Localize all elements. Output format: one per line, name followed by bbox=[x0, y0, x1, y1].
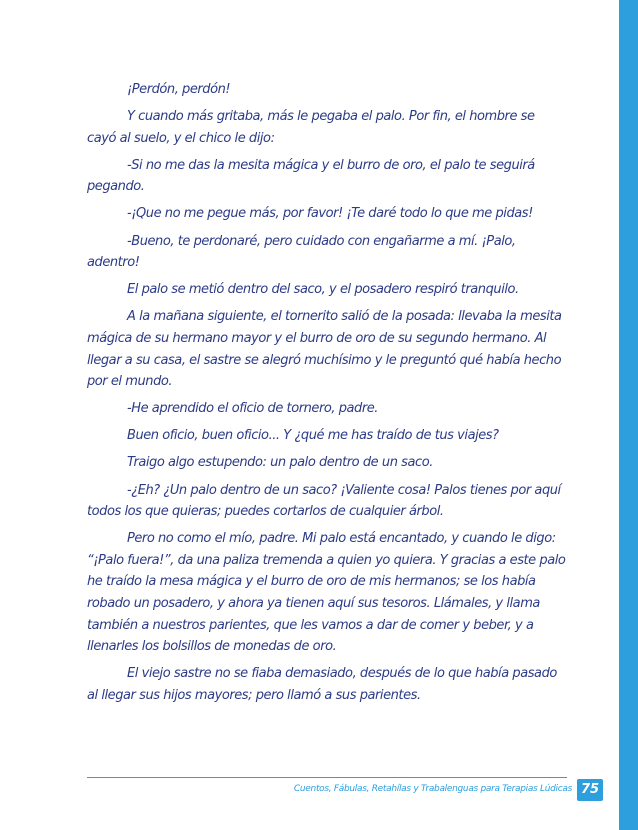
paragraph: A la mañana siguiente, el tornerito salió de la posada: llevaba la mesita mágica de su hermano mayor y el burro de oro de su segundo hermano. Al llegar a su casa, el sastre se alegró muchísimo y le preguntó qué había hecho por el mundo. bbox=[87, 309, 562, 390]
paragraph: -Bueno, te perdonaré, pero cuidado con engañarme a mí. ¡Palo, adentro! bbox=[87, 233, 516, 271]
paragraph: -He aprendido el oficio de tornero, padre. bbox=[127, 401, 378, 417]
footer-book-title: Cuentos, Fábulas, Retahílas y Trabalenguas para Terapias Lúdicas bbox=[293, 784, 572, 794]
paragraph: ¡Perdón, perdón! bbox=[127, 82, 231, 97]
footer-divider bbox=[87, 777, 567, 778]
paragraph: El viejo sastre no se fiaba demasiado, después de lo que había pasado al llegar sus hijos mayores; pero llamó a sus parientes. bbox=[87, 666, 557, 703]
paragraph: Pero no como el mío, padre. Mi palo está encantado, y cuando le digo: “¡Palo fuera!”, da una paliza tremenda a quien yo quiera. Y gracias a este palo he traído la mesa mágica y el burro de oro de mis hermanos; se los había robado un posadero, y ahora ya tienen aquí sus tesoros. Llámales, y llama también a nuestros parientes, que les vamos a dar de comer y beber, y a llenarles los bolsillos de monedas de oro. bbox=[87, 531, 566, 655]
paragraph: -¡Que no me pegue más, por favor! ¡Te daré todo lo que me pidas! bbox=[127, 206, 533, 222]
paragraph: -Si no me das la mesita mágica y el burro de oro, el palo te seguirá pegando. bbox=[87, 157, 535, 195]
page-number-badge: 75 bbox=[577, 779, 603, 801]
paragraph: Traigo algo estupendo: un palo dentro de un saco. bbox=[127, 455, 433, 471]
paragraph: El palo se metió dentro del saco, y el posadero respiró tranquilo. bbox=[127, 282, 519, 298]
paragraph: Buen oficio, buen oficio... Y ¿qué me has traído de tus viajes? bbox=[127, 428, 499, 444]
paragraph: Y cuando más gritaba, más le pegaba el palo. Por fin, el hombre se cayó al suelo, y el chico le dijo: bbox=[87, 109, 535, 146]
paragraph: -¿Eh? ¿Un palo dentro de un saco? ¡Valiente cosa! Palos tienes por aquí todos los que quieras; puedes cortarlos de cualquier árbol. bbox=[87, 482, 561, 520]
side-accent-bar bbox=[619, 0, 638, 830]
story-text bbox=[87, 79, 567, 712]
